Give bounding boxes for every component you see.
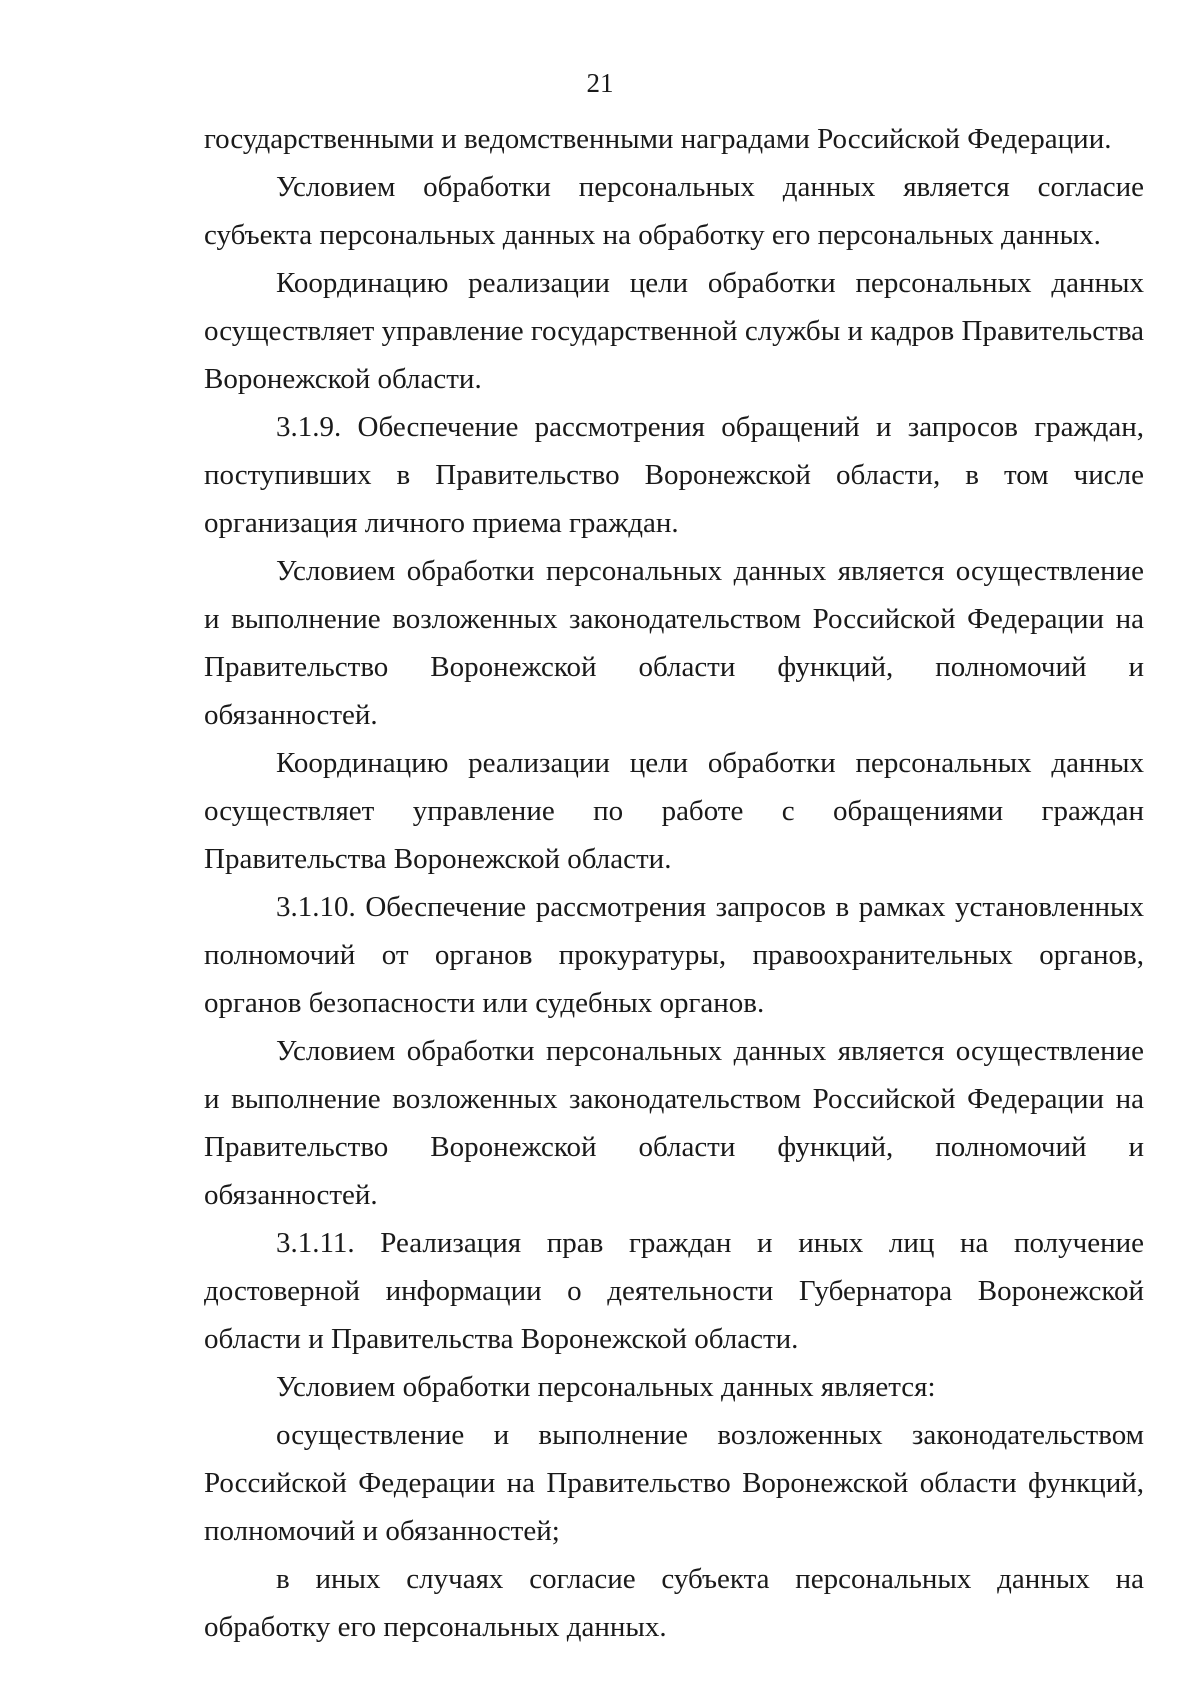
section-3-1-10: 3.1.10. Обеспечение рассмотрения запросов в рамках установленных полномочий от органов прокуратуры, правоохранительных органов, органов безопасности или судебных органов. xyxy=(204,891,1144,1019)
document-body xyxy=(204,115,1144,1651)
page-number: 21 xyxy=(586,68,614,98)
paragraph-2: Условием обработки персональных данных является согласие субъекта персональных данных на обработку его персональных данных. xyxy=(204,171,1144,251)
section-3-1-9: 3.1.9. Обеспечение рассмотрения обращений и запросов граждан, поступивших в Правительство Воронежской области, в том числе организация личного приема граждан. xyxy=(204,411,1144,539)
paragraph-8: Условием обработки персональных данных является осуществление и выполнение возложенных законодательством Российской Федерации на Правительство Воронежской области функций, полномочий и обязанностей. xyxy=(204,1035,1144,1211)
section-3-1-11: 3.1.11. Реализация прав граждан и иных лиц на получение достоверной информации о деятельности Губернатора Воронежской области и Правительства Воронежской области. xyxy=(204,1227,1144,1355)
paragraph-12: в иных случаях согласие субъекта персональных данных на обработку его персональных данных. xyxy=(204,1563,1144,1643)
paragraph-5: Условием обработки персональных данных является осуществление и выполнение возложенных законодательством Российской Федерации на Правительство Воронежской области функций, полномочий и обязанностей. xyxy=(204,555,1144,731)
paragraph-3: Координацию реализации цели обработки персональных данных осуществляет управление государственной службы и кадров Правительства Воронежской области. xyxy=(204,267,1144,395)
paragraph-10: Условием обработки персональных данных является: xyxy=(276,1371,936,1403)
paragraph-1: государственными и ведомственными наградами Российской Федерации. xyxy=(204,123,1112,155)
paragraph-11: осуществление и выполнение возложенных законодательством Российской Федерации на Правительство Воронежской области функций, полномочий и обязанностей; xyxy=(204,1419,1144,1547)
paragraph-6: Координацию реализации цели обработки персональных данных осуществляет управление по работе с обращениями граждан Правительства Воронежской области. xyxy=(204,747,1144,875)
